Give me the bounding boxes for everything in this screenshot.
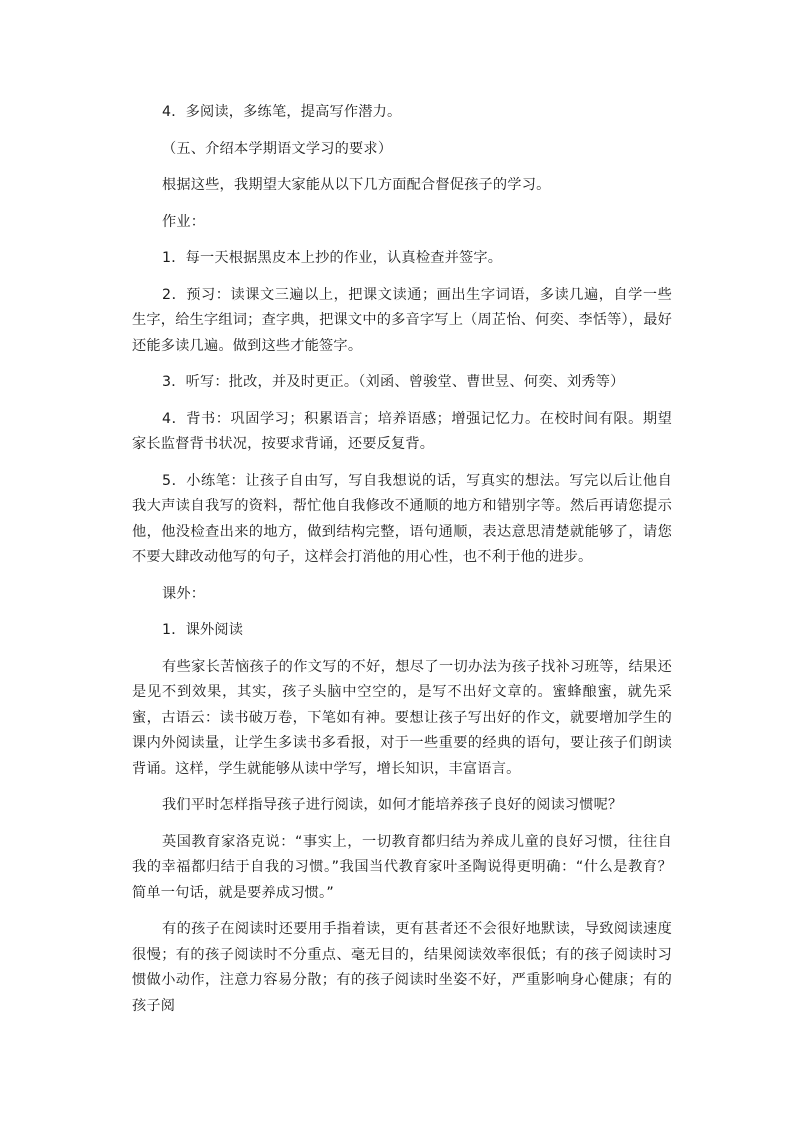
paragraph-12: 有些家长苦恼孩子的作文写的不好，想尽了一切办法为孩子找补习班等，结果还是见不到效果，其实，孩子头脑中空空的，是写不出好文章的。蜜蜂酿蜜，就先采蜜，古语云：读书破万卷，下笔如有神。要想让孩子写出好的作文，就要增加学生的课内外阅读量，让学生多读书多看报，对于一些重要的经典的语句，要让孩子们朗读背诵。这样，学生就能够从读中学写，增长知识，丰富语言。 (132, 658, 672, 777)
paragraph-5: 1．每一天根据黑皮本上抄的作业，认真检查并签字。 (162, 250, 503, 266)
paragraph-8: 4．背书：巩固学习；积累语言；培养语感；增强记忆力。在校时间有限。期望家长监督背书状况，按要求背诵，还要反复背。 (132, 410, 672, 452)
paragraph-14: 英国教育家洛克说：“事实上，一切教育都归结为养成儿童的良好习惯，往往自我的幸福都归结于自我的习惯。”我国当代教育家叶圣陶说得更明确：“什么是教育？简单一句话，就是要养成习惯。” (132, 833, 672, 901)
paragraph-2: （五、介绍本学期语文学习的要求） (162, 140, 393, 157)
paragraph-7: 3．听写：批改，并及时更正。（刘函、曾骏堂、曹世昱、何奕、刘秀等） (162, 374, 625, 390)
paragraph-1: 4．多阅读，多练笔，提高写作潜力。 (162, 104, 402, 120)
paragraph-4: 作业： (162, 213, 206, 230)
paragraph-10: 课外： (162, 585, 206, 602)
paragraph-9: 5．小练笔：让孩子自由写，写自我想说的话，写真实的想法。写完以后让他自我大声读自我写的资料，帮忙他自我修改不通顺的地方和错别字等。然后再请您提示他，他没检查出来的地方，做到结构完整，语句通顺，表达意思清楚就能够了，请您不要大肆改动他写的句子，这样会打消他的用心性，也不利于他的进步。 (132, 472, 672, 565)
paragraph-11: 1．课外阅读 (162, 622, 244, 638)
document-body (132, 100, 672, 1019)
paragraph-13: 我们平时怎样指导孩子进行阅读，如何才能培养孩子良好的阅读习惯呢？ (162, 797, 623, 813)
paragraph-3: 根据这些，我期望大家能从以下几方面配合督促孩子的学习。 (162, 177, 551, 193)
paragraph-15: 有的孩子在阅读时还要用手指着读，更有甚者还不会很好地默读，导致阅读速度很慢；有的孩子阅读时不分重点、毫无目的，结果阅读效率很低；有的孩子阅读时习惯做小动作，注意力容易分散；有的孩子阅读时坐姿不好，严重影响身心健康；有的孩子阅 (132, 921, 672, 1014)
paragraph-6: 2．预习：读课文三遍以上，把课文读通；画出生字词语，多读几遍，自学一些生字，给生字组词；查字典，把课文中的多音字写上（周芷怡、何奕、李恬等），最好还能多读几遍。做到这些才能签字。 (132, 286, 672, 354)
